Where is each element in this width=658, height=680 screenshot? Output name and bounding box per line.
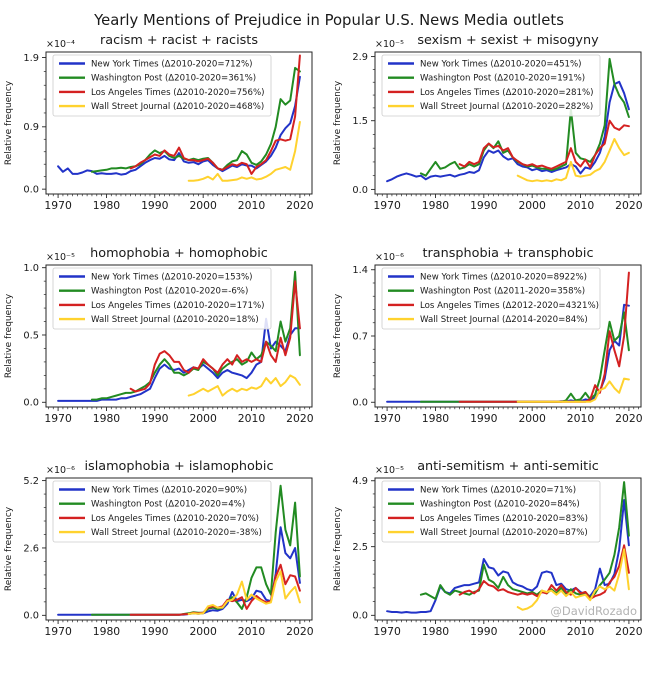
legend-label: New York Times (Δ2010-2020=153%) bbox=[91, 272, 253, 283]
x-tick-label: 1970 bbox=[373, 625, 401, 638]
y-tick-label: 0.5 bbox=[23, 330, 39, 342]
y-scale-label: ×10⁻⁶ bbox=[375, 252, 404, 263]
legend bbox=[382, 481, 600, 542]
y-axis-label: Relative frequency bbox=[4, 506, 14, 592]
subplot-sexism bbox=[329, 28, 658, 241]
x-tick-label: 2010 bbox=[566, 412, 595, 425]
series-line-nyt bbox=[58, 319, 300, 401]
subplot-antisemitism bbox=[329, 454, 658, 667]
transphobia-chart bbox=[329, 241, 658, 454]
y-tick-label: 1.0 bbox=[23, 263, 39, 275]
x-tick-label: 1990 bbox=[141, 199, 169, 212]
legend-label: Wall Street Journal (Δ2010-2020=-38%) bbox=[91, 528, 262, 539]
y-tick-label: 0.0 bbox=[352, 397, 368, 409]
watermark: @DavidRozado bbox=[550, 604, 637, 618]
legend-label: Los Angeles Times (Δ2010-2020=83%) bbox=[420, 513, 589, 524]
legend-label: Los Angeles Times (Δ2010-2020=281%) bbox=[420, 87, 594, 98]
x-tick-label: 2020 bbox=[286, 625, 314, 638]
y-scale-label: ×10⁻⁶ bbox=[46, 465, 75, 476]
legend-label: Washington Post (Δ2010-2020=84%) bbox=[420, 499, 580, 510]
racism-chart bbox=[0, 28, 329, 241]
subplot-title: transphobia + transphobic bbox=[422, 246, 594, 261]
y-axis bbox=[23, 476, 46, 622]
x-tick-label: 1990 bbox=[141, 412, 169, 425]
y-axis-label: Relative frequency bbox=[4, 293, 14, 379]
y-tick-label: 0.0 bbox=[23, 610, 39, 622]
x-tick-label: 1980 bbox=[421, 412, 450, 425]
sexism-chart bbox=[329, 28, 658, 241]
x-tick-label: 2010 bbox=[237, 412, 266, 425]
x-tick-label: 2020 bbox=[286, 199, 314, 212]
legend-label: Washington Post (Δ2010-2020=-6%) bbox=[91, 286, 249, 297]
x-tick-label: 1970 bbox=[44, 412, 72, 425]
legend-label: Washington Post (Δ2010-2020=4%) bbox=[91, 499, 246, 510]
y-scale-label: ×10⁻⁴ bbox=[46, 39, 75, 50]
x-tick-label: 2020 bbox=[286, 412, 314, 425]
x-tick-label: 2000 bbox=[518, 412, 546, 425]
y-tick-label: 0.0 bbox=[352, 184, 368, 196]
subplot-title: islamophobia + islamophobic bbox=[84, 459, 274, 474]
y-axis bbox=[352, 52, 375, 196]
page-title: Yearly Mentions of Prejudice in Popular U.S. News Media outlets bbox=[94, 12, 564, 29]
islamophobia-chart bbox=[0, 454, 329, 667]
x-tick-label: 1980 bbox=[92, 199, 121, 212]
legend-label: Los Angeles Times (Δ2012-2020=4321%) bbox=[420, 300, 599, 311]
x-tick-label: 2020 bbox=[615, 625, 643, 638]
subplot-homophobia bbox=[0, 241, 329, 454]
subplot-title: anti-semitism + anti-semitic bbox=[417, 459, 599, 474]
x-axis bbox=[44, 620, 313, 638]
y-axis-label: Relative frequency bbox=[333, 293, 343, 379]
subplot-transphobia bbox=[329, 241, 658, 454]
y-tick-label: 0.0 bbox=[352, 610, 368, 622]
legend-label: Washington Post (Δ2011-2020=358%) bbox=[420, 286, 586, 297]
legend-label: New York Times (Δ2010-2020=90%) bbox=[91, 485, 248, 496]
y-scale-label: ×10⁻⁵ bbox=[375, 465, 404, 476]
x-tick-label: 1990 bbox=[470, 412, 498, 425]
antisemitism-chart bbox=[329, 454, 658, 667]
y-axis bbox=[23, 53, 46, 196]
x-tick-label: 1990 bbox=[141, 625, 169, 638]
y-axis bbox=[23, 263, 46, 409]
legend-label: Wall Street Journal (Δ2014-2020=84%) bbox=[420, 315, 588, 326]
x-tick-label: 1970 bbox=[44, 625, 72, 638]
x-tick-label: 1980 bbox=[421, 199, 450, 212]
legend-label: Wall Street Journal (Δ2010-2020=18%) bbox=[91, 315, 259, 326]
legend-label: New York Times (Δ2010-2020=8922%) bbox=[420, 272, 587, 283]
subplot-islamophobia bbox=[0, 454, 329, 667]
legend-label: Washington Post (Δ2010-2020=191%) bbox=[420, 73, 586, 84]
y-tick-label: 2.9 bbox=[352, 51, 368, 63]
legend-label: Los Angeles Times (Δ2010-2020=756%) bbox=[91, 87, 265, 98]
x-tick-label: 1970 bbox=[373, 412, 401, 425]
subplot-title: sexism + sexist + misogyny bbox=[417, 33, 599, 48]
x-tick-label: 1970 bbox=[44, 199, 72, 212]
y-axis-label: Relative frequency bbox=[333, 506, 343, 592]
legend-label: Washington Post (Δ2010-2020=361%) bbox=[91, 73, 257, 84]
x-axis bbox=[373, 194, 642, 212]
legend-label: Los Angeles Times (Δ2010-2020=70%) bbox=[91, 513, 260, 524]
series-line-wsj bbox=[518, 139, 629, 181]
x-tick-label: 1980 bbox=[92, 625, 121, 638]
x-axis bbox=[44, 407, 313, 425]
y-tick-label: 2.5 bbox=[352, 542, 368, 554]
y-tick-label: 1.5 bbox=[352, 116, 368, 128]
x-axis bbox=[373, 620, 642, 638]
y-tick-label: 0.7 bbox=[352, 331, 368, 343]
legend-label: New York Times (Δ2010-2020=712%) bbox=[91, 59, 253, 70]
x-tick-label: 1970 bbox=[373, 199, 401, 212]
legend bbox=[53, 55, 271, 116]
y-tick-label: 0.0 bbox=[23, 184, 39, 196]
subplot-title: racism + racist + racists bbox=[100, 33, 258, 48]
y-tick-label: 5.2 bbox=[23, 475, 39, 487]
legend bbox=[382, 268, 600, 329]
subplot-racism bbox=[0, 28, 329, 241]
y-tick-label: 4.9 bbox=[352, 476, 368, 488]
homophobia-chart bbox=[0, 241, 329, 454]
x-tick-label: 2020 bbox=[615, 199, 643, 212]
x-tick-label: 2000 bbox=[189, 199, 217, 212]
y-scale-label: ×10⁻⁵ bbox=[375, 39, 404, 50]
y-scale-label: ×10⁻⁵ bbox=[46, 252, 75, 263]
legend bbox=[382, 55, 600, 116]
y-tick-label: 1.4 bbox=[352, 265, 368, 277]
legend bbox=[53, 268, 271, 329]
y-tick-label: 0.0 bbox=[23, 397, 39, 409]
charts-grid bbox=[0, 28, 658, 667]
x-tick-label: 2000 bbox=[518, 199, 546, 212]
subplot-title: homophobia + homophobic bbox=[90, 246, 268, 261]
series-line-wsj bbox=[189, 375, 300, 395]
y-tick-label: 1.9 bbox=[23, 52, 39, 64]
x-axis bbox=[373, 407, 642, 425]
legend-label: New York Times (Δ2010-2020=71%) bbox=[420, 485, 577, 496]
x-tick-label: 2000 bbox=[518, 625, 546, 638]
x-tick-label: 1980 bbox=[421, 625, 450, 638]
x-tick-label: 2000 bbox=[189, 625, 217, 638]
x-tick-label: 2010 bbox=[237, 199, 266, 212]
x-tick-label: 2020 bbox=[615, 412, 643, 425]
x-tick-label: 2010 bbox=[566, 625, 595, 638]
x-tick-label: 1980 bbox=[92, 412, 121, 425]
x-tick-label: 2000 bbox=[189, 412, 217, 425]
y-axis-label: Relative frequency bbox=[333, 80, 343, 166]
y-axis bbox=[352, 265, 375, 409]
x-tick-label: 1990 bbox=[470, 625, 498, 638]
legend bbox=[53, 481, 271, 542]
y-axis bbox=[352, 476, 375, 622]
legend-label: Wall Street Journal (Δ2010-2020=468%) bbox=[91, 102, 265, 113]
x-tick-label: 2010 bbox=[237, 625, 266, 638]
legend-label: Wall Street Journal (Δ2010-2020=282%) bbox=[420, 102, 594, 113]
legend-label: Los Angeles Times (Δ2010-2020=171%) bbox=[91, 300, 265, 311]
y-tick-label: 2.6 bbox=[23, 543, 39, 555]
legend-label: New York Times (Δ2010-2020=451%) bbox=[420, 59, 582, 70]
legend-label: Wall Street Journal (Δ2010-2020=87%) bbox=[420, 528, 588, 539]
x-tick-label: 2010 bbox=[566, 199, 595, 212]
y-tick-label: 0.9 bbox=[23, 122, 39, 134]
x-axis bbox=[44, 194, 313, 212]
x-tick-label: 1990 bbox=[470, 199, 498, 212]
y-axis-label: Relative frequency bbox=[4, 80, 14, 166]
